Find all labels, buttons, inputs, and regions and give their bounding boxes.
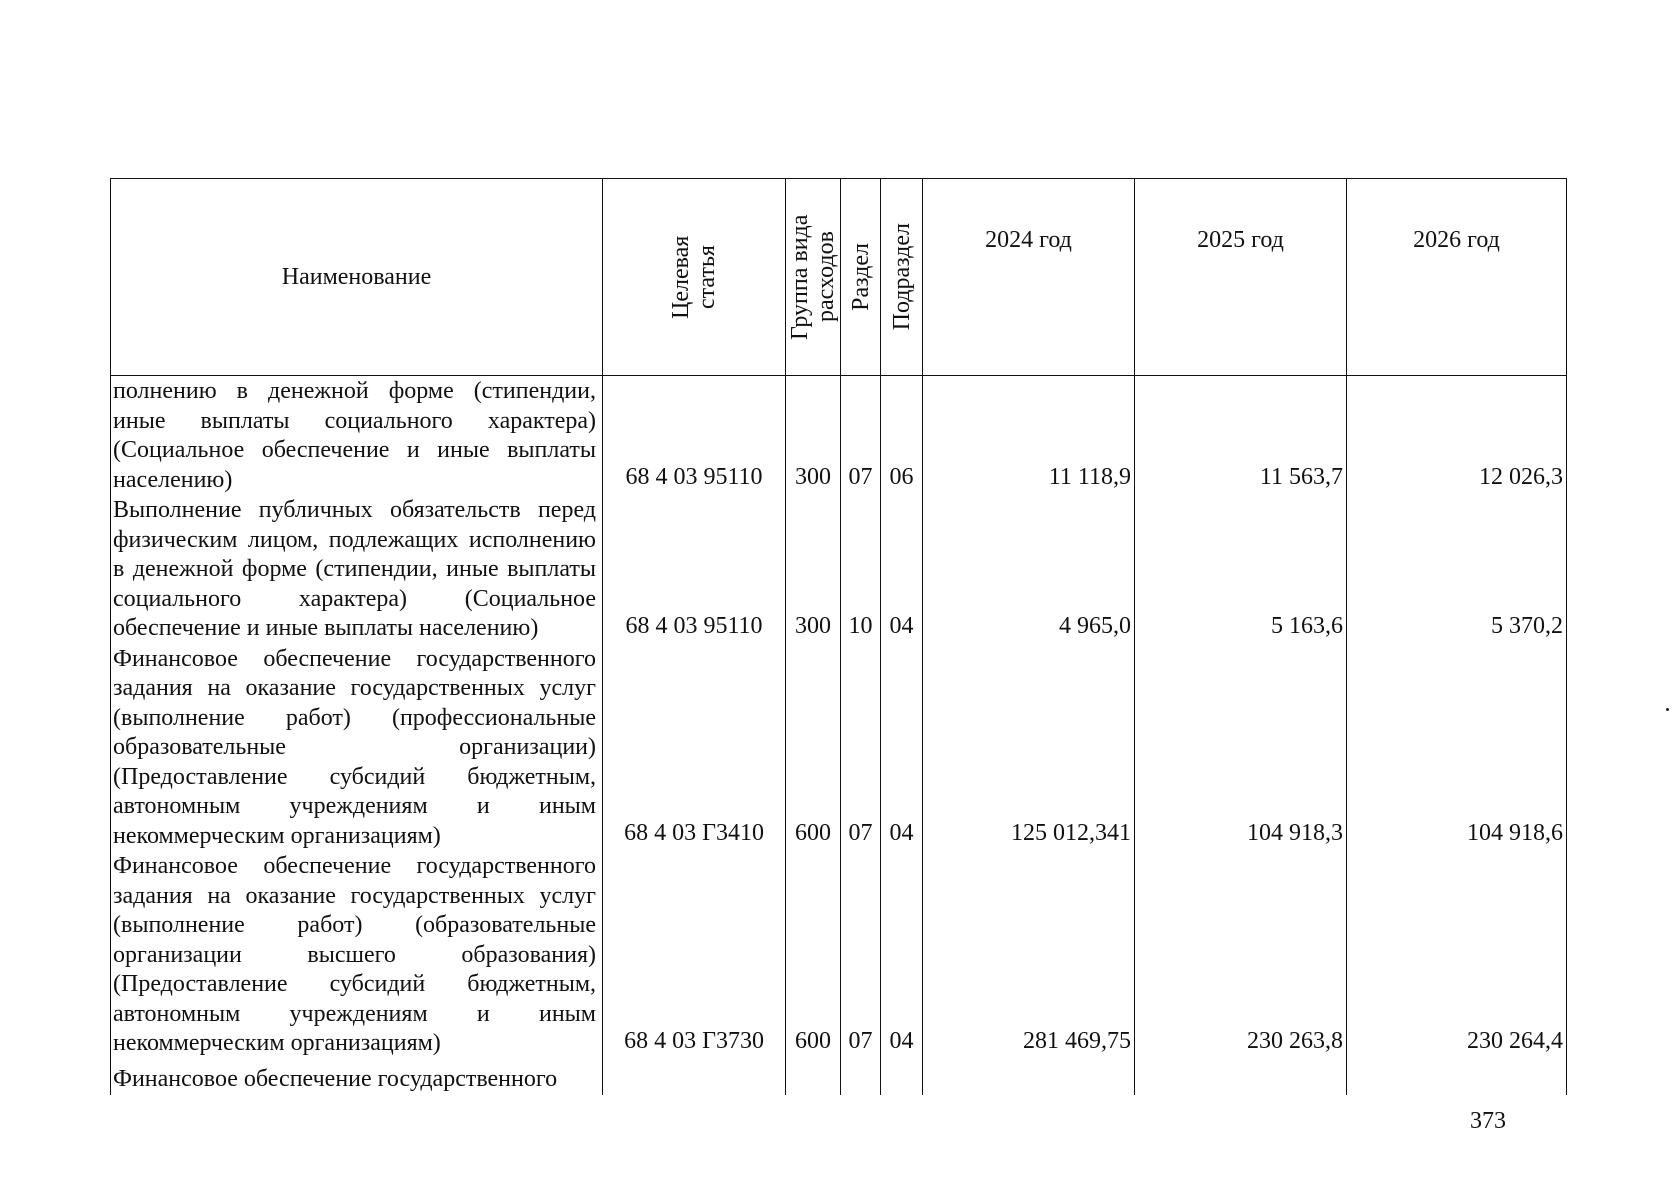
row-name: Выполнение публичных обязательств перед физическим лицом, подлежащих исполнению в денежной форме (стипендии, иные выплаты социального характера) (Социальное обеспечение и иные выплаты населению) (111, 495, 603, 644)
row-2024: 281 469,75 (923, 851, 1135, 1059)
row-2025: 11 563,7 (1135, 376, 1347, 496)
row-group: 300 (786, 495, 841, 644)
row-target (603, 1059, 786, 1095)
header-expense-group-label: Группа вида расходов (787, 214, 839, 340)
row-group (786, 1059, 841, 1095)
row-2026: 230 264,4 (1347, 851, 1567, 1059)
row-target: 68 4 03 Г3410 (603, 644, 786, 852)
row-group: 300 (786, 376, 841, 496)
header-row (111, 179, 1567, 376)
row-2025: 5 163,6 (1135, 495, 1347, 644)
header-subsection (881, 179, 923, 376)
table-row (111, 376, 1567, 496)
row-section: 10 (841, 495, 881, 644)
row-target: 68 4 03 Г3730 (603, 851, 786, 1059)
row-2026 (1347, 1059, 1567, 1095)
row-name: Финансовое обеспечение государственного (111, 1059, 603, 1095)
row-name: полнению в денежной форме (стипендии, иные выплаты социального характера) (Социальное обеспечение и иные выплаты населению) (111, 376, 603, 496)
row-subsection: 06 (881, 376, 923, 496)
row-section: 07 (841, 851, 881, 1059)
row-2024: 4 965,0 (923, 495, 1135, 644)
row-section (841, 1059, 881, 1095)
row-section: 07 (841, 644, 881, 852)
header-target (603, 179, 786, 376)
header-section-label: Раздел (847, 243, 874, 311)
budget-table (110, 178, 1567, 1095)
row-2026: 12 026,3 (1347, 376, 1567, 496)
row-subsection: 04 (881, 495, 923, 644)
row-2025: 230 263,8 (1135, 851, 1347, 1059)
header-target-label: Целевая статья (668, 235, 720, 319)
row-2024 (923, 1059, 1135, 1095)
table-row (111, 644, 1567, 852)
row-subsection: 04 (881, 644, 923, 852)
row-subsection (881, 1059, 923, 1095)
table-row (111, 495, 1567, 644)
row-subsection: 04 (881, 851, 923, 1059)
row-group: 600 (786, 851, 841, 1059)
header-name: Наименование (111, 179, 603, 376)
row-name: Финансовое обеспечение государственного задания на оказание государственных услуг (выполнение работ) (профессиональные образовательные организации) (Предоставление субсидий бюджетным, автономным учреждениям и иным некоммерческим организациям) (111, 644, 603, 852)
row-group: 600 (786, 644, 841, 852)
row-name: Финансовое обеспечение государственного задания на оказание государственных услуг (выполнение работ) (образовательные организации высшего образования) (Предоставление субсидий бюджетным, автономным учреждениям и иным некоммерческим организациям) (111, 851, 603, 1059)
row-target: 68 4 03 95110 (603, 495, 786, 644)
header-2026: 2026 год (1347, 179, 1567, 376)
table-row (111, 1059, 1567, 1095)
row-2025: 104 918,3 (1135, 644, 1347, 852)
row-2024: 11 118,9 (923, 376, 1135, 496)
row-2026: 5 370,2 (1347, 495, 1567, 644)
row-2025 (1135, 1059, 1347, 1095)
row-target: 68 4 03 95110 (603, 376, 786, 496)
header-subsection-label: Подраздел (888, 223, 915, 331)
row-section: 07 (841, 376, 881, 496)
row-2026: 104 918,6 (1347, 644, 1567, 852)
row-2024: 125 012,341 (923, 644, 1135, 852)
header-2025: 2025 год (1135, 179, 1347, 376)
page-number: 373 (1470, 1108, 1506, 1134)
header-section (841, 179, 881, 376)
header-expense-group (786, 179, 841, 376)
table-row (111, 851, 1567, 1059)
header-2024: 2024 год (923, 179, 1135, 376)
scan-speck (1666, 708, 1669, 711)
